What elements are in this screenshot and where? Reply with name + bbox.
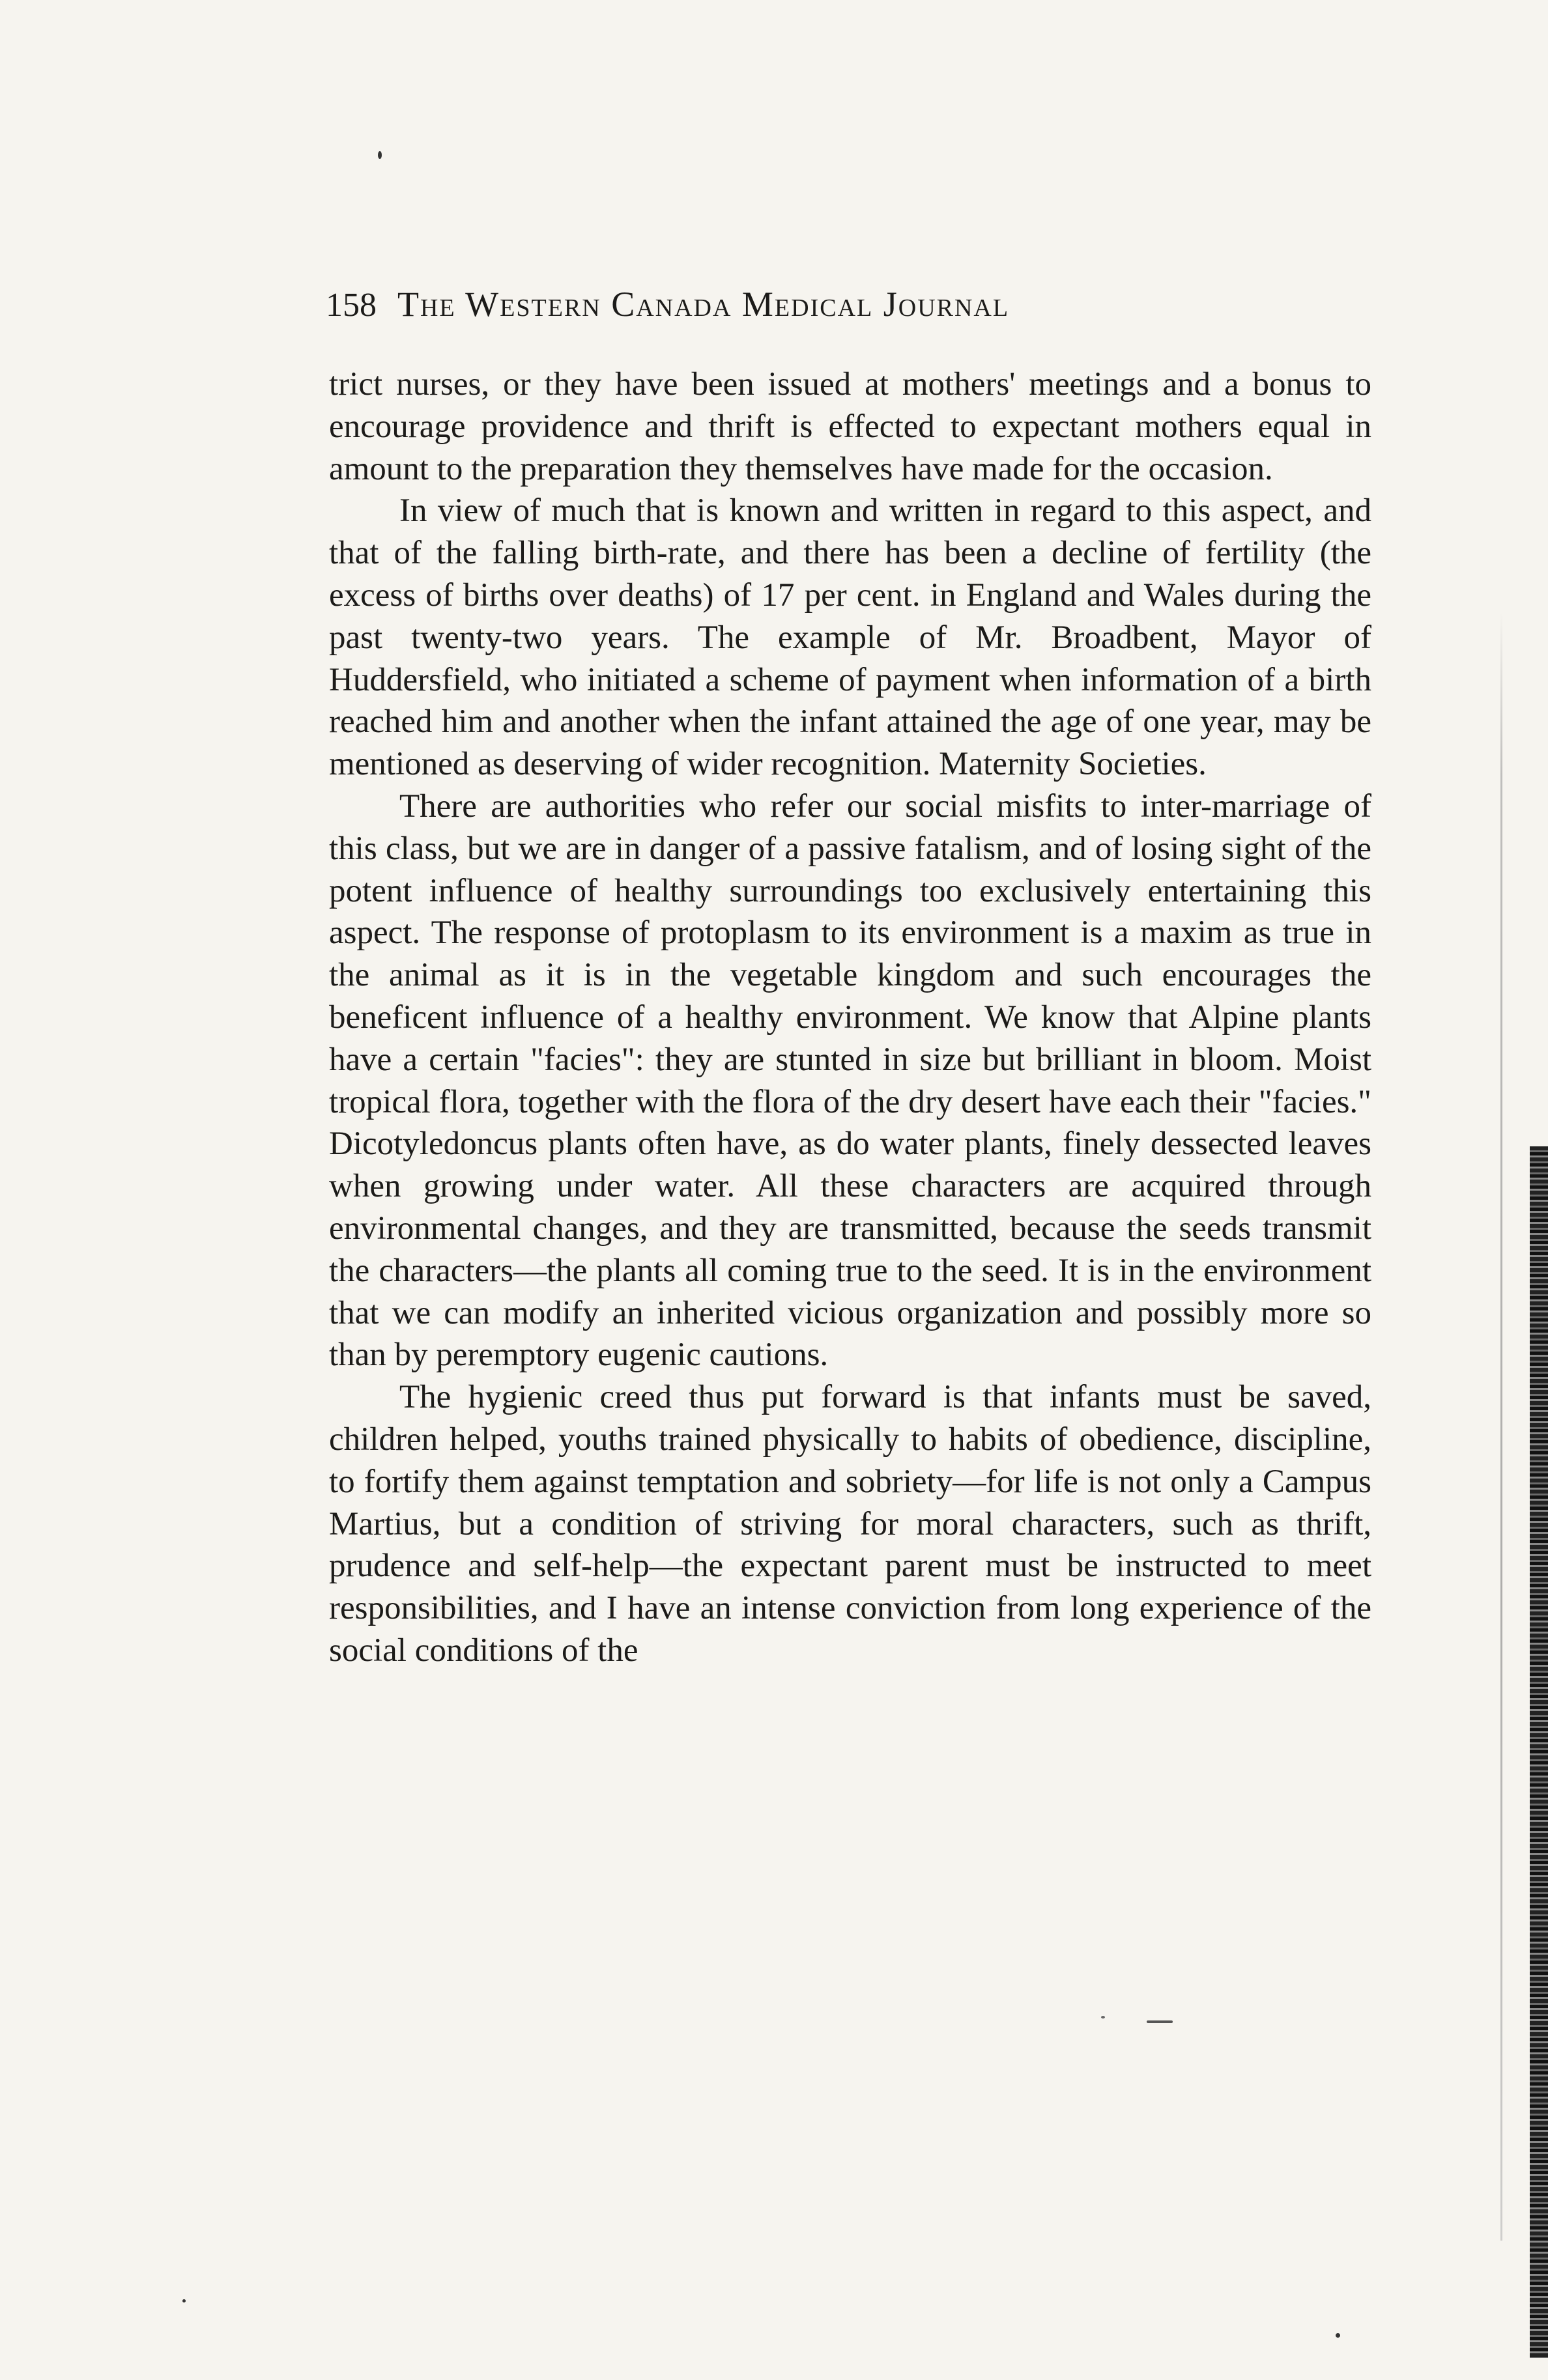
scan-speck bbox=[1101, 2016, 1105, 2019]
paragraph: There are authorities who refer our social misfits to inter-marriage of this class, but we are in danger of a passive fatalism, and of losing sight of the potent influence of healthy surroundings too exclusively entertaining this aspect. The response of protoplasm to its environment is a maxim as true in the animal as it is in the vegetable kingdom and such encourages the beneficent influence of a healthy environment. We know that Alpine plants have a certain "facies": they are stunted in size but brilliant in bloom. Moist tropical flora, together with the flora of the dry desert have each their "facies." Dicotyledoncus plants often have, as do water plants, finely dessected leaves when growing under water. All these characters are acquired through environmental changes, and they are transmitted, because the seeds transmit the characters—the plants all coming true to the seed. It is in the environment that we can modify an inherited vicious organization and possibly more so than by peremptory eugenic cautions. bbox=[329, 787, 1371, 1374]
journal-title: The Western Canada Medical Journal bbox=[397, 285, 1010, 324]
scan-speck bbox=[1336, 2333, 1340, 2338]
paragraph: In view of much that is known and written in regard to this aspect, and that of the falling birth-rate, and there has been a decline of fertility (the excess of births over deaths) of 17 per cent. in England and Wales during the past twenty-two years. The example of Mr. Broadbent, Mayor of Huddersfield, who initiated a scheme of payment when information of a birth reached him and another when the infant attained the age of one year, may be mentioned as deserving of wider recognition. Maternity Societies. bbox=[329, 492, 1371, 783]
scan-speck bbox=[182, 2299, 186, 2302]
scan-shadow-line bbox=[1500, 612, 1502, 2241]
scan-speck bbox=[1147, 2020, 1173, 2023]
running-head bbox=[326, 281, 1238, 327]
page-number: 158 bbox=[326, 287, 377, 324]
body-text bbox=[329, 363, 1371, 1672]
scan-speck bbox=[378, 151, 382, 159]
paragraph: The hygienic creed thus put forward is that infants must be saved, children helped, youths trained physically to habits of obedience, discipline, to fortify them against temptation and sobriety—for life is not only a Campus Martius, but a condition of striving for moral characters, such as thrift, prudence and self-help—the expectant parent must be instructed to meet responsibilities, and I have an intense conviction from long experience of the social conditions of the bbox=[329, 1379, 1371, 1669]
scan-edge-artifact bbox=[1530, 1146, 1548, 2358]
paragraph: trict nurses, or they have been issued at mothers' meetings and a bonus to encourage providence and thrift is effected to expectant mothers equal in amount to the preparation they themselves have made for the occasion. bbox=[329, 366, 1371, 487]
